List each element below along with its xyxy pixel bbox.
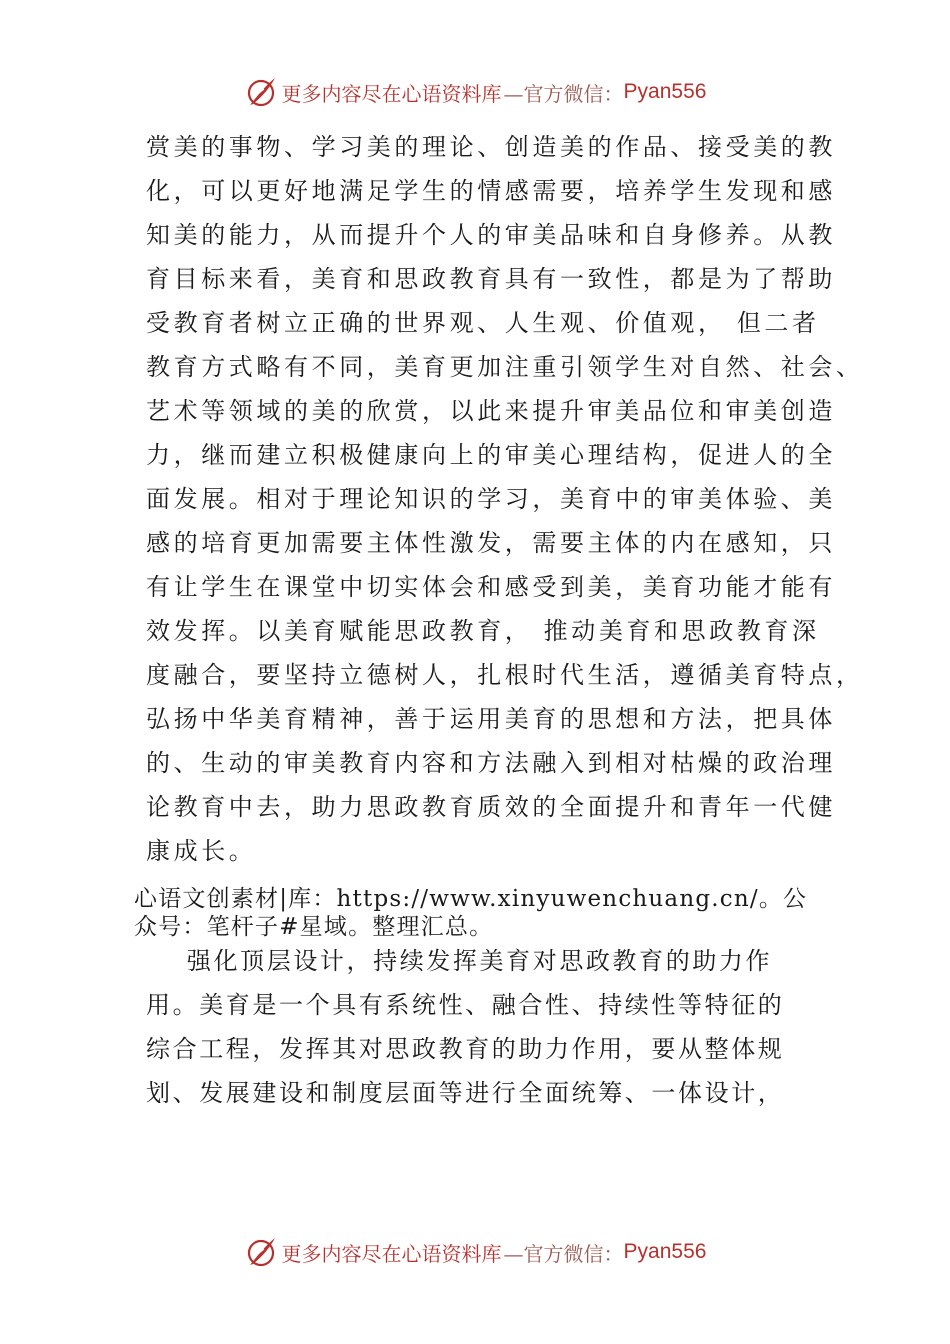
- text-line: 教育方式略有不同，美育更加注重引领学生对自然、社会、: [146, 353, 864, 381]
- text-line: 综合工程，发挥其对思政教育的助力作用，要从整体规: [146, 1035, 785, 1063]
- text-line: 康成长。: [146, 837, 257, 865]
- text-line: 的、生动的审美教育内容和方法融入到相对枯燥的政治理: [146, 749, 836, 777]
- text-line: 力，继而建立积极健康向上的审美心理结构，促进人的全: [146, 441, 836, 469]
- header-contact-label: —官方微信：: [503, 81, 624, 106]
- text-line: 效发挥。以美育赋能思政教育， 推动美育和思政教育深: [146, 617, 820, 645]
- text-line: 度融合，要坚持立德树人，扎根时代生活，遵循美育特点，: [146, 661, 864, 689]
- text-line: 有让学生在课堂中切实体会和感受到美，美育功能才能有: [146, 573, 836, 601]
- header-wechat-id: Pyan556: [623, 80, 707, 103]
- text-line: 感的培育更加需要主体性激发，需要主体的内在感知，只: [146, 529, 836, 557]
- text-line: 赏美的事物、学习美的理论、创造美的作品、接受美的教: [146, 133, 836, 161]
- text-line: 强化顶层设计，持续发挥美育对思政教育的助力作: [146, 947, 773, 975]
- footer-slogan: 更多内容尽在心语资料库: [281, 1241, 502, 1266]
- text-line: 知美的能力，从而提升个人的审美品味和自身修养。从教: [146, 221, 836, 249]
- header-banner: [0, 72, 950, 112]
- text-line: 面发展。相对于理论知识的学习，美育中的审美体验、美: [146, 485, 836, 513]
- text-line: 化，可以更好地满足学生的情感需要，培养学生发现和感: [146, 177, 836, 205]
- text-line: 论教育中去，助力思政教育质效的全面提升和青年一代健: [146, 793, 836, 821]
- source-line: 心语文创素材|库：https://www.xinyuwenchuang.cn/。公: [134, 886, 808, 912]
- source-line: 众号：笔杆子#星域。整理汇总。: [134, 914, 494, 940]
- footer-banner: [0, 1232, 950, 1272]
- header-slogan: 更多内容尽在心语资料库: [281, 81, 502, 106]
- quill-logo-icon: [244, 75, 278, 109]
- text-line: 划、发展建设和制度层面等进行全面统筹、一体设计，: [146, 1079, 785, 1107]
- text-line: 弘扬中华美育精神，善于运用美育的思想和方法，把具体: [146, 705, 836, 733]
- text-line: 艺术等领域的美的欣赏，以此来提升审美品位和审美创造: [146, 397, 836, 425]
- text-line: 用。美育是一个具有系统性、融合性、持续性等特征的: [146, 991, 785, 1019]
- text-line: 育目标来看，美育和思政教育具有一致性，都是为了帮助: [146, 265, 836, 293]
- footer-contact-label: —官方微信：: [503, 1241, 624, 1266]
- text-line: 受教育者树立正确的世界观、人生观、价值观， 但二者: [146, 309, 820, 337]
- footer-wechat-id: Pyan556: [623, 1240, 707, 1263]
- quill-logo-icon: [244, 1235, 278, 1269]
